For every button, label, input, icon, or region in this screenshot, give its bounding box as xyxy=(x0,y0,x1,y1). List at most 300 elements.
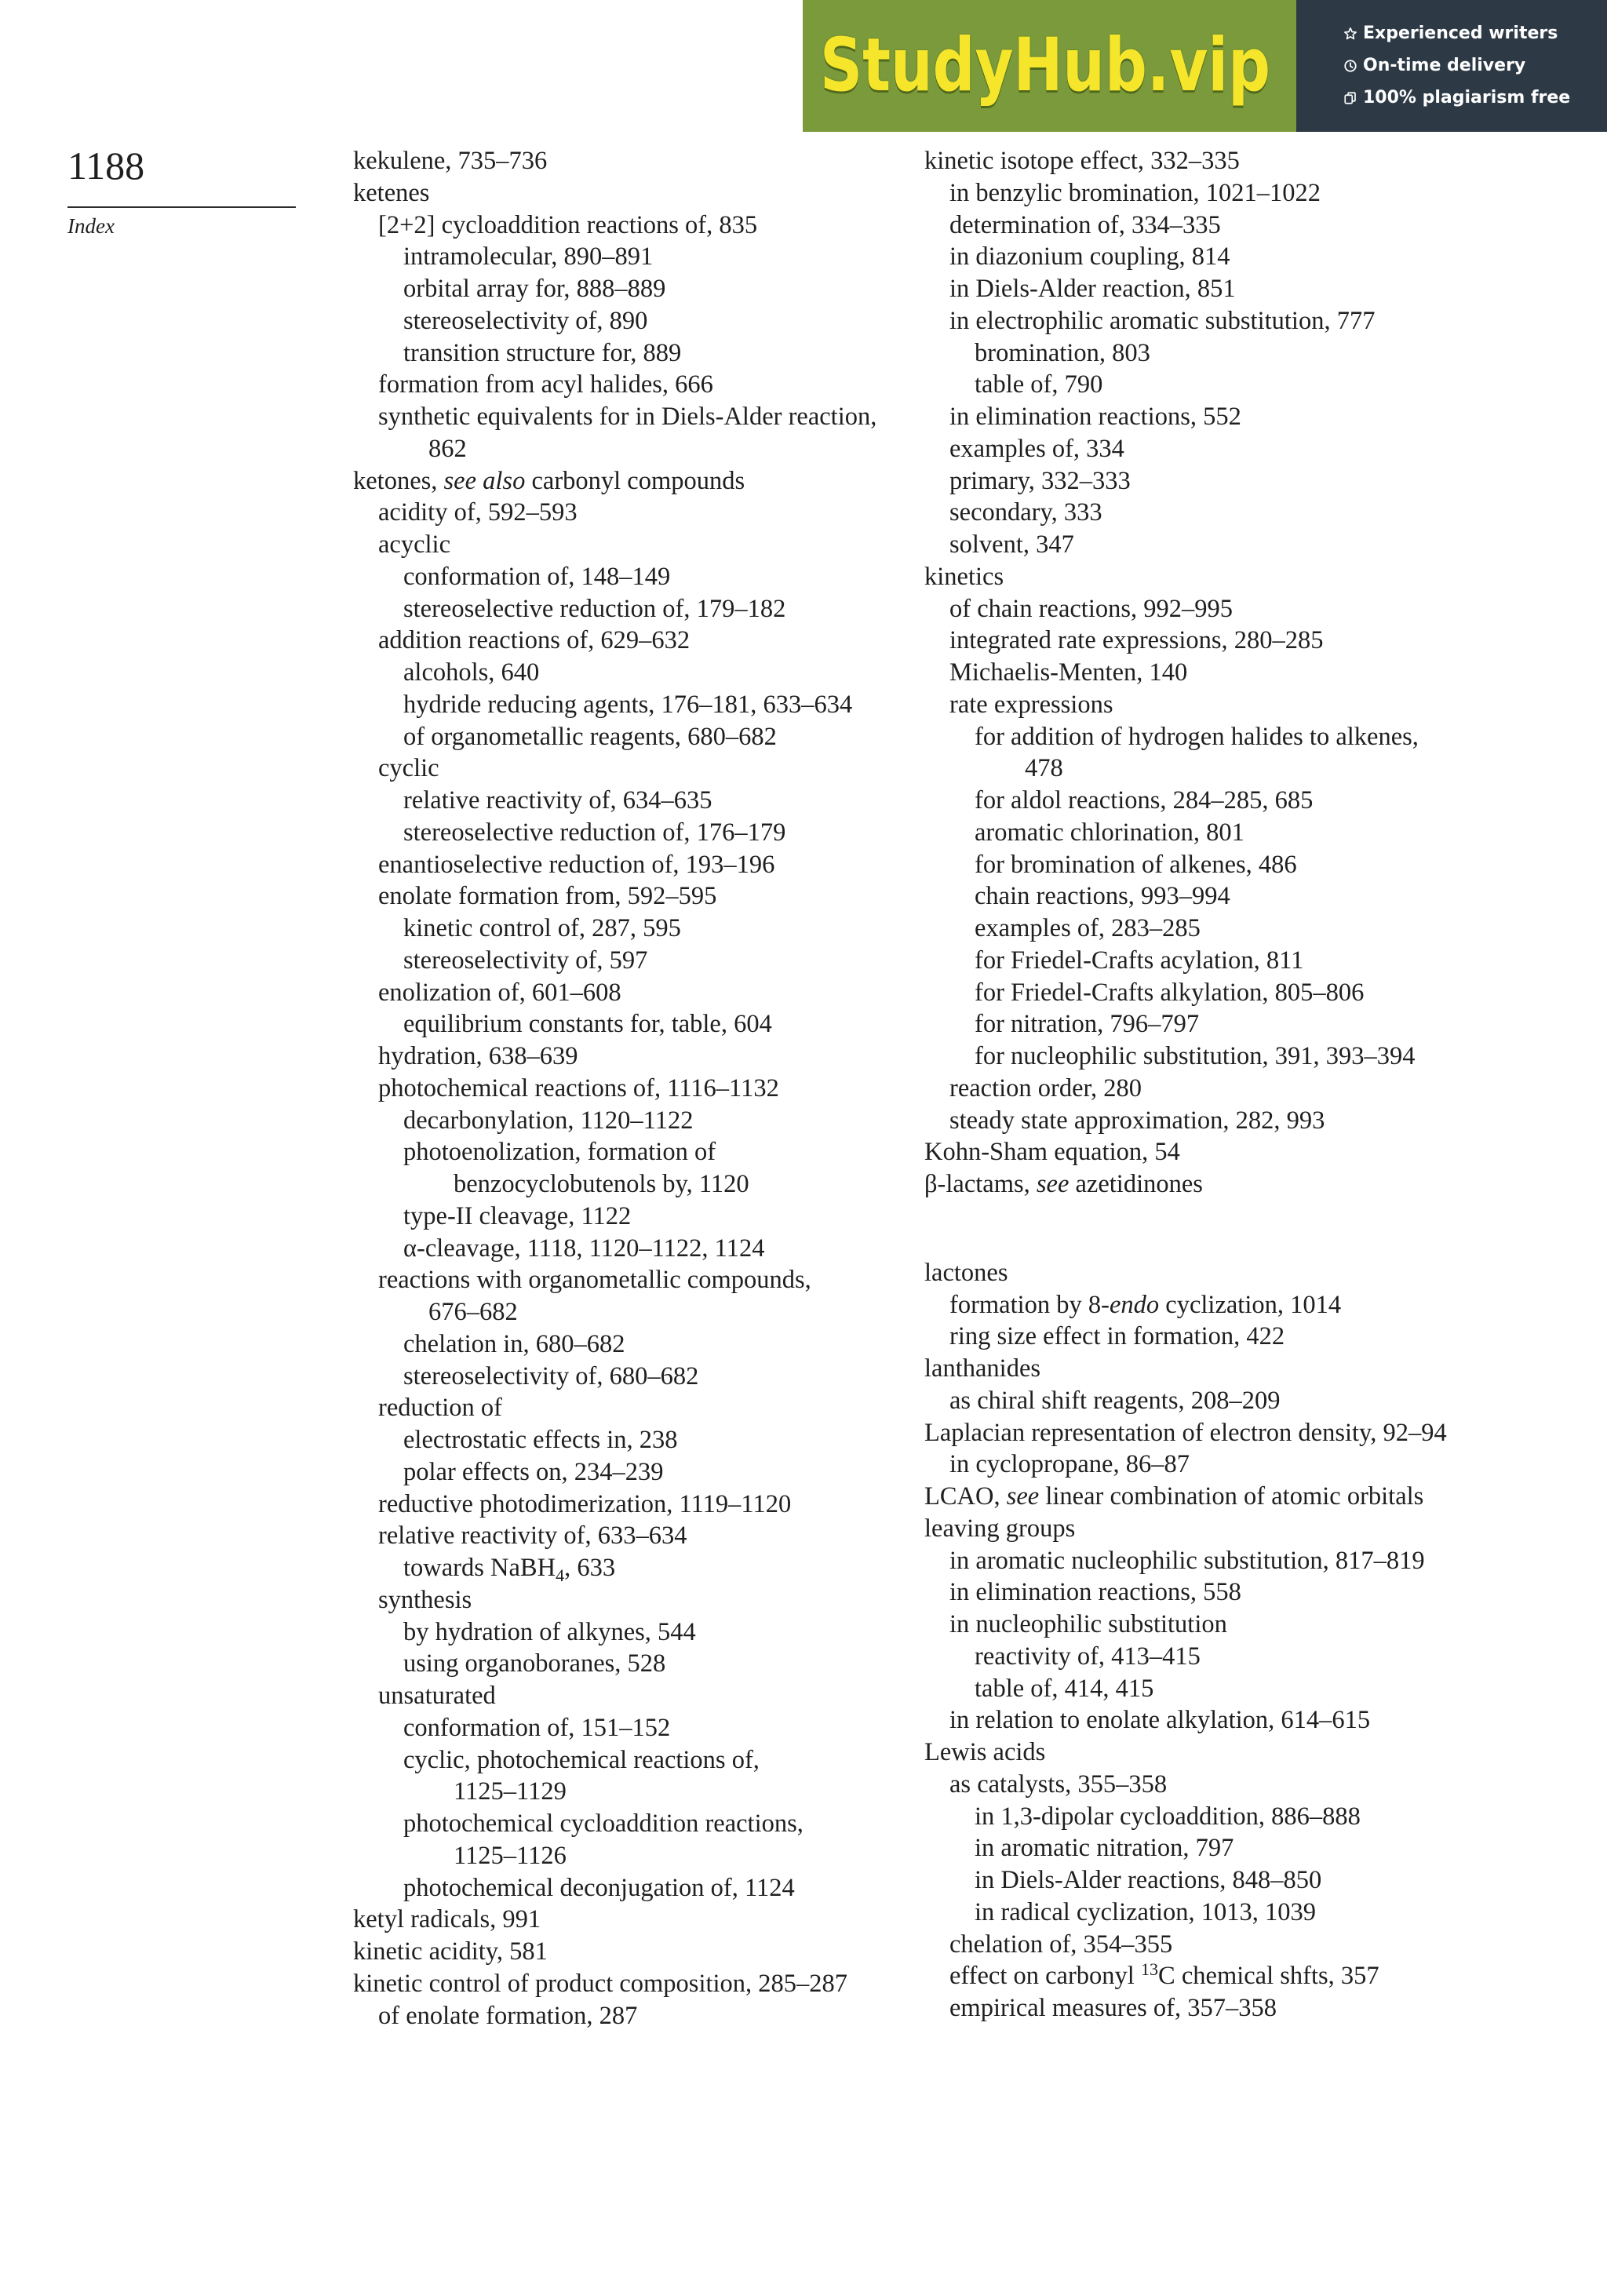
index-entry-text: relative reactivity of, 634–635 xyxy=(403,786,712,815)
index-entry xyxy=(353,529,902,561)
index-entry-text: as chiral shift reagents, 208–209 xyxy=(949,1386,1281,1415)
index-entry xyxy=(924,241,1591,273)
index-entry-line xyxy=(378,529,902,561)
index-entry xyxy=(924,1321,1591,1353)
index-entry-line xyxy=(403,1136,902,1168)
index-entry-line xyxy=(949,1960,1591,1992)
index-entry xyxy=(924,1105,1591,1137)
index-entry xyxy=(924,785,1591,817)
index-entry xyxy=(924,817,1591,849)
index-entry-text: in cyclopropane, 86–87 xyxy=(949,1450,1190,1479)
index-entry-text: Lewis acids xyxy=(924,1738,1046,1766)
index-entry-text: formation from acyl halides, 666 xyxy=(378,370,713,399)
index-entry-text: lanthanides xyxy=(924,1354,1041,1383)
index-entry xyxy=(353,625,902,657)
copy-icon xyxy=(1343,91,1357,105)
index-entry-line xyxy=(949,1073,1591,1105)
index-entry-text: of chain reactions, 992–995 xyxy=(949,594,1233,623)
index-entry-line xyxy=(924,1513,1591,1545)
index-entry xyxy=(353,1680,902,1712)
index-entry xyxy=(924,1673,1591,1705)
index-entry-line xyxy=(949,433,1591,465)
index-entry xyxy=(924,1737,1591,1769)
index-entry-line xyxy=(949,1449,1591,1481)
index-entry-text: in aromatic nucleophilic substitution, 817–819 xyxy=(949,1546,1425,1575)
index-entry-text: linear combination of atomic orbitals xyxy=(1039,1482,1424,1511)
index-entry-continuation: 676–682 xyxy=(428,1298,518,1326)
index-entry-text: see xyxy=(1036,1170,1070,1198)
index-entry-line xyxy=(403,1424,902,1456)
index-entry xyxy=(353,1808,902,1872)
index-entry-text: in electrophilic aromatic substitution, 777 xyxy=(949,306,1376,335)
index-entry-line xyxy=(949,657,1591,689)
index-entry-text: kinetics xyxy=(924,562,1004,591)
index-entry-text: 13 xyxy=(1140,1959,1159,1980)
feature-label: Experienced writers xyxy=(1363,24,1558,43)
index-entry-text: C chemical shfts, 357 xyxy=(1158,1962,1379,1991)
index-entry xyxy=(353,177,902,210)
index-entry-line xyxy=(353,465,902,497)
index-entry-line xyxy=(378,1073,902,1105)
index-entry-text: 4 xyxy=(556,1565,565,1585)
index-entry-text: Laplacian representation of electron density, 92–94 xyxy=(924,1418,1447,1447)
index-entry-text: reactivity of, 413–415 xyxy=(975,1642,1201,1671)
index-entry xyxy=(353,721,902,753)
index-entry xyxy=(924,1353,1591,1385)
index-entry-line xyxy=(975,913,1591,945)
index-entry xyxy=(924,849,1591,881)
index-entry-line xyxy=(403,721,902,753)
index-entry-text: by hydration of alkynes, 544 xyxy=(403,1617,696,1646)
index-entry xyxy=(353,1424,902,1456)
index-entry-text: kinetic isotope effect, 332–335 xyxy=(924,147,1240,175)
index-entry-text: for bromination of alkenes, 486 xyxy=(975,850,1297,879)
index-entry-text: enantioselective reduction of, 193–196 xyxy=(378,850,775,879)
index-entry-text: reductive photodimerization, 1119–1120 xyxy=(378,1489,792,1518)
index-entry xyxy=(924,945,1591,977)
index-entry-line xyxy=(353,1904,902,1936)
index-entry xyxy=(353,1201,902,1233)
index-entry-line xyxy=(403,1456,902,1489)
index-entry xyxy=(924,1136,1591,1168)
index-entry xyxy=(353,1392,902,1424)
index-entry-line xyxy=(949,1289,1591,1321)
index-entry-line xyxy=(975,1832,1591,1864)
index-entry xyxy=(353,337,902,370)
index-entry-text: ketones, xyxy=(353,466,444,495)
index-entry-line xyxy=(403,1808,902,1840)
index-entry-continuation: 1125–1126 xyxy=(454,1841,567,1870)
index-entry-text: in elimination reactions, 558 xyxy=(949,1578,1241,1607)
index-entry-text: empirical measures of, 357–358 xyxy=(949,1994,1277,2022)
index-entry-text: relative reactivity of, 633–634 xyxy=(378,1522,687,1551)
index-entry xyxy=(353,497,902,529)
index-entry xyxy=(924,1040,1591,1073)
index-entry xyxy=(924,369,1591,401)
index-entry xyxy=(353,401,902,465)
index-entry xyxy=(924,625,1591,657)
index-entry-line xyxy=(403,1744,902,1777)
index-entry-text: , 633 xyxy=(564,1554,616,1582)
index-entry-text: stereoselectivity of, 890 xyxy=(403,306,648,335)
index-entry-text: reduction of xyxy=(378,1394,502,1423)
index-entry xyxy=(353,1584,902,1616)
index-entry xyxy=(353,1105,902,1137)
index-entry xyxy=(353,241,902,273)
index-entry-line xyxy=(949,465,1591,497)
index-entry xyxy=(924,1992,1591,2024)
index-entry-line xyxy=(949,1105,1591,1137)
index-entry-text: stereoselectivity of, 680–682 xyxy=(403,1361,699,1390)
index-entry xyxy=(353,273,902,305)
index-entry-text: polar effects on, 234–239 xyxy=(403,1457,664,1486)
index-entry xyxy=(924,1576,1591,1609)
index-entry xyxy=(924,1008,1591,1040)
index-entry-line xyxy=(975,1897,1591,1929)
index-entry xyxy=(353,305,902,337)
index-entry-text: synthetic equivalents for in Diels-Alder reaction, xyxy=(378,403,877,431)
index-entry-text: cyclization, 1014 xyxy=(1159,1290,1342,1319)
index-entry xyxy=(924,433,1591,465)
index-entry-line xyxy=(975,1864,1591,1897)
index-entry-text: intramolecular, 890–891 xyxy=(403,242,654,272)
index-entry-line xyxy=(949,305,1591,337)
index-entry xyxy=(353,2000,902,2032)
page-number: 1188 xyxy=(67,144,145,188)
index-entry-line xyxy=(924,1353,1591,1385)
index-entry xyxy=(353,1233,902,1265)
index-entry-line xyxy=(949,241,1591,273)
index-entry-text: examples of, 334 xyxy=(949,434,1124,463)
index-entry-line xyxy=(403,337,902,370)
index-entry xyxy=(353,1136,902,1201)
index-entry-line xyxy=(975,369,1591,401)
index-entry-line xyxy=(949,273,1591,305)
index-entry xyxy=(924,465,1591,497)
index-entry-text: stereoselectivity of, 597 xyxy=(403,946,648,975)
index-entry-text: chelation of, 354–355 xyxy=(949,1930,1173,1959)
index-entry xyxy=(924,529,1591,561)
index-entry xyxy=(353,1616,902,1649)
index-entry-text: LCAO, xyxy=(924,1482,1007,1511)
index-entry-text: Michaelis-Menten, 140 xyxy=(949,658,1188,687)
index-entry-text: cyclic xyxy=(378,754,439,783)
index-entry-text: see also xyxy=(443,466,526,495)
index-entry-text: for nucleophilic substitution, 391, 393–394 xyxy=(975,1042,1416,1070)
index-entry xyxy=(353,1073,902,1105)
index-entry xyxy=(353,1968,902,2000)
index-entry-line xyxy=(403,689,902,721)
index-entry-line xyxy=(378,1392,902,1424)
index-entry-line xyxy=(975,1641,1591,1673)
index-entry-line xyxy=(378,1584,902,1616)
index-entry-text: aromatic chlorination, 801 xyxy=(975,818,1244,847)
index-entry xyxy=(924,977,1591,1009)
index-entry-line xyxy=(378,1264,902,1296)
index-entry-line xyxy=(949,1576,1591,1609)
index-entry-text: formation by 8- xyxy=(949,1290,1110,1319)
feature-item xyxy=(1343,82,1607,114)
index-entry-text: in relation to enolate alkylation, 614–615 xyxy=(949,1706,1371,1735)
index-entry xyxy=(924,497,1591,529)
index-entry xyxy=(924,177,1591,210)
index-entry-continuation: 478 xyxy=(1025,754,1063,783)
index-entry xyxy=(924,145,1591,177)
index-entry-line xyxy=(378,880,902,913)
index-entry xyxy=(353,1936,902,1968)
index-entry-text: see xyxy=(1006,1482,1040,1511)
index-entry-line xyxy=(353,177,902,210)
index-entry-text: for Friedel-Crafts alkylation, 805–806 xyxy=(975,978,1365,1007)
index-entry-text: cyclic, photochemical reactions of, xyxy=(403,1745,760,1774)
index-entry-text: in 1,3-dipolar cycloaddition, 886–888 xyxy=(975,1802,1361,1831)
index-entry-text: table of, 414, 415 xyxy=(975,1674,1154,1703)
index-entry-line xyxy=(949,625,1591,657)
index-entry-text: steady state approximation, 282, 993 xyxy=(949,1106,1325,1135)
index-entry-line xyxy=(975,817,1591,849)
index-entry-line xyxy=(949,593,1591,625)
index-entry-line xyxy=(924,1136,1591,1168)
index-entry-text: stereoselective reduction of, 179–182 xyxy=(403,594,786,623)
index-entry-text: primary, 332–333 xyxy=(949,466,1131,495)
index-entry xyxy=(353,1361,902,1393)
index-entry xyxy=(924,1864,1591,1897)
studyhub-banner[interactable] xyxy=(803,0,1607,132)
index-entry xyxy=(924,337,1591,370)
header-rule xyxy=(67,206,296,208)
index-entry-line xyxy=(403,913,902,945)
index-entry-line xyxy=(975,1008,1591,1040)
index-entry-line xyxy=(353,145,902,177)
index-entry-text: examples of, 283–285 xyxy=(975,914,1201,942)
star-outline-icon xyxy=(1343,27,1357,41)
index-entry-text: acidity of, 592–593 xyxy=(378,498,578,527)
feature-label: On-time delivery xyxy=(1363,56,1526,75)
index-entry-line xyxy=(949,1992,1591,2024)
index-entry-line xyxy=(924,561,1591,593)
index-entry xyxy=(353,465,902,497)
index-entry-line xyxy=(378,625,902,657)
index-entry xyxy=(924,913,1591,945)
index-entry-text: kinetic acidity, 581 xyxy=(353,1937,548,1966)
index-entry-line xyxy=(403,1872,902,1904)
index-entry-text: photoenolization, formation of xyxy=(403,1138,716,1167)
index-entry xyxy=(353,945,902,977)
index-entry-text: orbital array for, 888–889 xyxy=(403,275,666,303)
index-entry-text: in nucleophilic substitution xyxy=(949,1610,1227,1638)
index-entry xyxy=(353,913,902,945)
index-entry-text: transition structure for, 889 xyxy=(403,338,682,367)
index-entry-text: in benzylic bromination, 1021–1022 xyxy=(949,178,1321,207)
index-entry-continuation: 1125–1129 xyxy=(454,1777,567,1806)
index-entry-text: chelation in, 680–682 xyxy=(403,1329,625,1358)
brand-logo-text[interactable]: StudyHub.vip xyxy=(820,23,1270,108)
index-entry-text: as catalysts, 355–358 xyxy=(949,1769,1168,1799)
index-entry-text: hydration, 638–639 xyxy=(378,1042,578,1070)
index-entry-line xyxy=(949,1545,1591,1577)
index-column xyxy=(924,145,1591,2024)
index-entry-line xyxy=(949,1321,1591,1353)
index-entry-line xyxy=(924,1168,1591,1201)
index-entry-text: endo xyxy=(1109,1290,1160,1319)
index-entry-text: photochemical cycloaddition reactions, xyxy=(403,1809,804,1838)
index-entry xyxy=(924,210,1591,242)
index-entry-line xyxy=(949,529,1591,561)
index-entry xyxy=(353,1520,902,1552)
index-entry-line xyxy=(378,849,902,881)
index-entry xyxy=(353,210,902,242)
index-entry xyxy=(924,1801,1591,1833)
index-entry-text: bromination, 803 xyxy=(975,338,1150,367)
index-entry xyxy=(353,1712,902,1744)
index-entry-text: reactions with organometallic compounds, xyxy=(378,1266,811,1295)
index-entry-line xyxy=(949,401,1591,433)
index-column xyxy=(353,145,902,2032)
index-entry-text: in Diels-Alder reactions, 848–850 xyxy=(975,1866,1322,1894)
index-entry xyxy=(924,561,1591,593)
index-entry xyxy=(924,1449,1591,1481)
index-entry-text: for addition of hydrogen halides to alkenes, xyxy=(975,722,1419,751)
index-entry xyxy=(924,1073,1591,1105)
index-entry-text: for aldol reactions, 284–285, 685 xyxy=(975,786,1314,815)
index-entry xyxy=(353,817,902,849)
index-entry xyxy=(924,1481,1591,1513)
index-entry xyxy=(924,1545,1591,1577)
index-entry xyxy=(924,1929,1591,1961)
index-entry xyxy=(353,753,902,785)
index-entry xyxy=(924,657,1591,689)
index-entry xyxy=(353,785,902,817)
index-entry-text: enolization of, 601–608 xyxy=(378,978,621,1007)
index-entry-line xyxy=(378,210,902,242)
index-entry-text: ketyl radicals, 991 xyxy=(353,1905,541,1934)
index-entry-text: kinetic control of product composition, 285–287 xyxy=(353,1969,848,1998)
index-entry-text: in radical cyclization, 1013, 1039 xyxy=(975,1897,1317,1926)
index-entry-line xyxy=(924,1737,1591,1769)
index-entry-line xyxy=(378,401,902,433)
index-entry xyxy=(353,1489,902,1521)
index-entry-line xyxy=(975,721,1591,753)
index-entry-line xyxy=(403,945,902,977)
index-entry-text: carbonyl compounds xyxy=(525,466,745,495)
index-entry-line xyxy=(403,241,902,273)
index-entry xyxy=(924,401,1591,433)
index-entry-text: reaction order, 280 xyxy=(949,1073,1142,1102)
index-entry-text: kekulene, 735–736 xyxy=(353,147,548,175)
index-entry xyxy=(353,593,902,625)
index-entry-text: decarbonylation, 1120–1122 xyxy=(403,1106,694,1135)
index-entry-text: equilibrium constants for, table, 604 xyxy=(403,1010,772,1039)
index-entry-continuation: 862 xyxy=(428,434,467,463)
index-entry xyxy=(924,1513,1591,1545)
index-entry-line xyxy=(403,305,902,337)
index-entry-text: addition reactions of, 629–632 xyxy=(378,626,691,655)
index-entry xyxy=(924,1704,1591,1737)
index-entry-line xyxy=(403,273,902,305)
index-entry-line xyxy=(975,337,1591,370)
index-entry-text: integrated rate expressions, 280–285 xyxy=(949,626,1324,655)
index-entry xyxy=(924,305,1591,337)
index-entry-line xyxy=(378,497,902,529)
index-entry-text: leaving groups xyxy=(924,1514,1076,1543)
index-entry xyxy=(924,1960,1591,1992)
index-entry-text: ketenes xyxy=(353,178,430,207)
index-entry-line xyxy=(975,849,1591,881)
index-entry-line xyxy=(378,1680,902,1712)
index-entry-text: in Diels-Alder reaction, 851 xyxy=(949,275,1236,303)
index-entry-text: rate expressions xyxy=(949,690,1113,719)
index-entry xyxy=(353,1904,902,1936)
index-entry-line xyxy=(949,497,1591,529)
index-entry xyxy=(924,1897,1591,1929)
feature-item xyxy=(1343,49,1607,82)
index-entry-line xyxy=(403,1201,902,1233)
index-entry-text: acyclic xyxy=(378,530,451,559)
index-entry-text: for nitration, 796–797 xyxy=(975,1010,1200,1039)
index-entry-line xyxy=(403,1008,902,1040)
index-entry-text: stereoselective reduction of, 176–179 xyxy=(403,818,786,847)
index-entry xyxy=(353,1008,902,1040)
index-entry-text: lactones xyxy=(924,1258,1008,1287)
index-entry xyxy=(924,1289,1591,1321)
index-entry xyxy=(924,1168,1591,1201)
index-entry-text: chain reactions, 993–994 xyxy=(975,882,1230,911)
index-entry-line xyxy=(949,1769,1591,1801)
index-entry-text: ring size effect in formation, 422 xyxy=(949,1322,1285,1351)
index-entry xyxy=(353,1648,902,1680)
index-entry xyxy=(924,1609,1591,1641)
index-entry xyxy=(924,593,1591,625)
index-entry-line xyxy=(378,2000,902,2032)
index-entry-text: photochemical reactions of, 1116–1132 xyxy=(378,1073,779,1102)
banner-brand-panel[interactable] xyxy=(803,0,1296,132)
index-entry-line xyxy=(378,1040,902,1073)
index-entry-text: synthesis xyxy=(378,1585,472,1614)
index-entry xyxy=(353,1264,902,1328)
index-entry-line xyxy=(949,1704,1591,1737)
index-entry-line xyxy=(975,1040,1591,1073)
index-entry-line xyxy=(949,1385,1591,1417)
index-entry-line xyxy=(924,1417,1591,1449)
index-entry xyxy=(353,561,902,593)
index-entry xyxy=(924,1417,1591,1449)
index-entry-line xyxy=(403,1552,902,1584)
index-entry-line xyxy=(949,210,1591,242)
index-entry xyxy=(353,849,902,881)
index-entry-text: conformation of, 148–149 xyxy=(403,562,671,591)
index-entry-text: electrostatic effects in, 238 xyxy=(403,1426,678,1454)
index-entry-text: towards NaBH xyxy=(403,1554,556,1582)
index-entry xyxy=(353,1456,902,1489)
index-entry-text: unsaturated xyxy=(378,1682,496,1710)
index-entry-text: enolate formation from, 592–595 xyxy=(378,882,717,911)
index-entry-line xyxy=(403,785,902,817)
index-entry-line xyxy=(975,977,1591,1009)
index-entry-line xyxy=(378,1520,902,1552)
index-entry-text: [2+2] cycloaddition reactions of, 835 xyxy=(378,210,758,239)
index-entry-line xyxy=(403,593,902,625)
index-entry xyxy=(924,880,1591,913)
index-entry-continuation: benzocyclobutenols by, 1120 xyxy=(454,1170,749,1198)
index-entry xyxy=(353,1040,902,1073)
index-entry-line xyxy=(378,977,902,1009)
index-entry xyxy=(353,689,902,721)
index-entry-text: in elimination reactions, 552 xyxy=(949,403,1241,431)
index-entry xyxy=(924,1832,1591,1864)
index-entry-text: of organometallic reagents, 680–682 xyxy=(403,722,777,751)
index-entry-line xyxy=(949,1609,1591,1641)
index-entry xyxy=(924,1385,1591,1417)
